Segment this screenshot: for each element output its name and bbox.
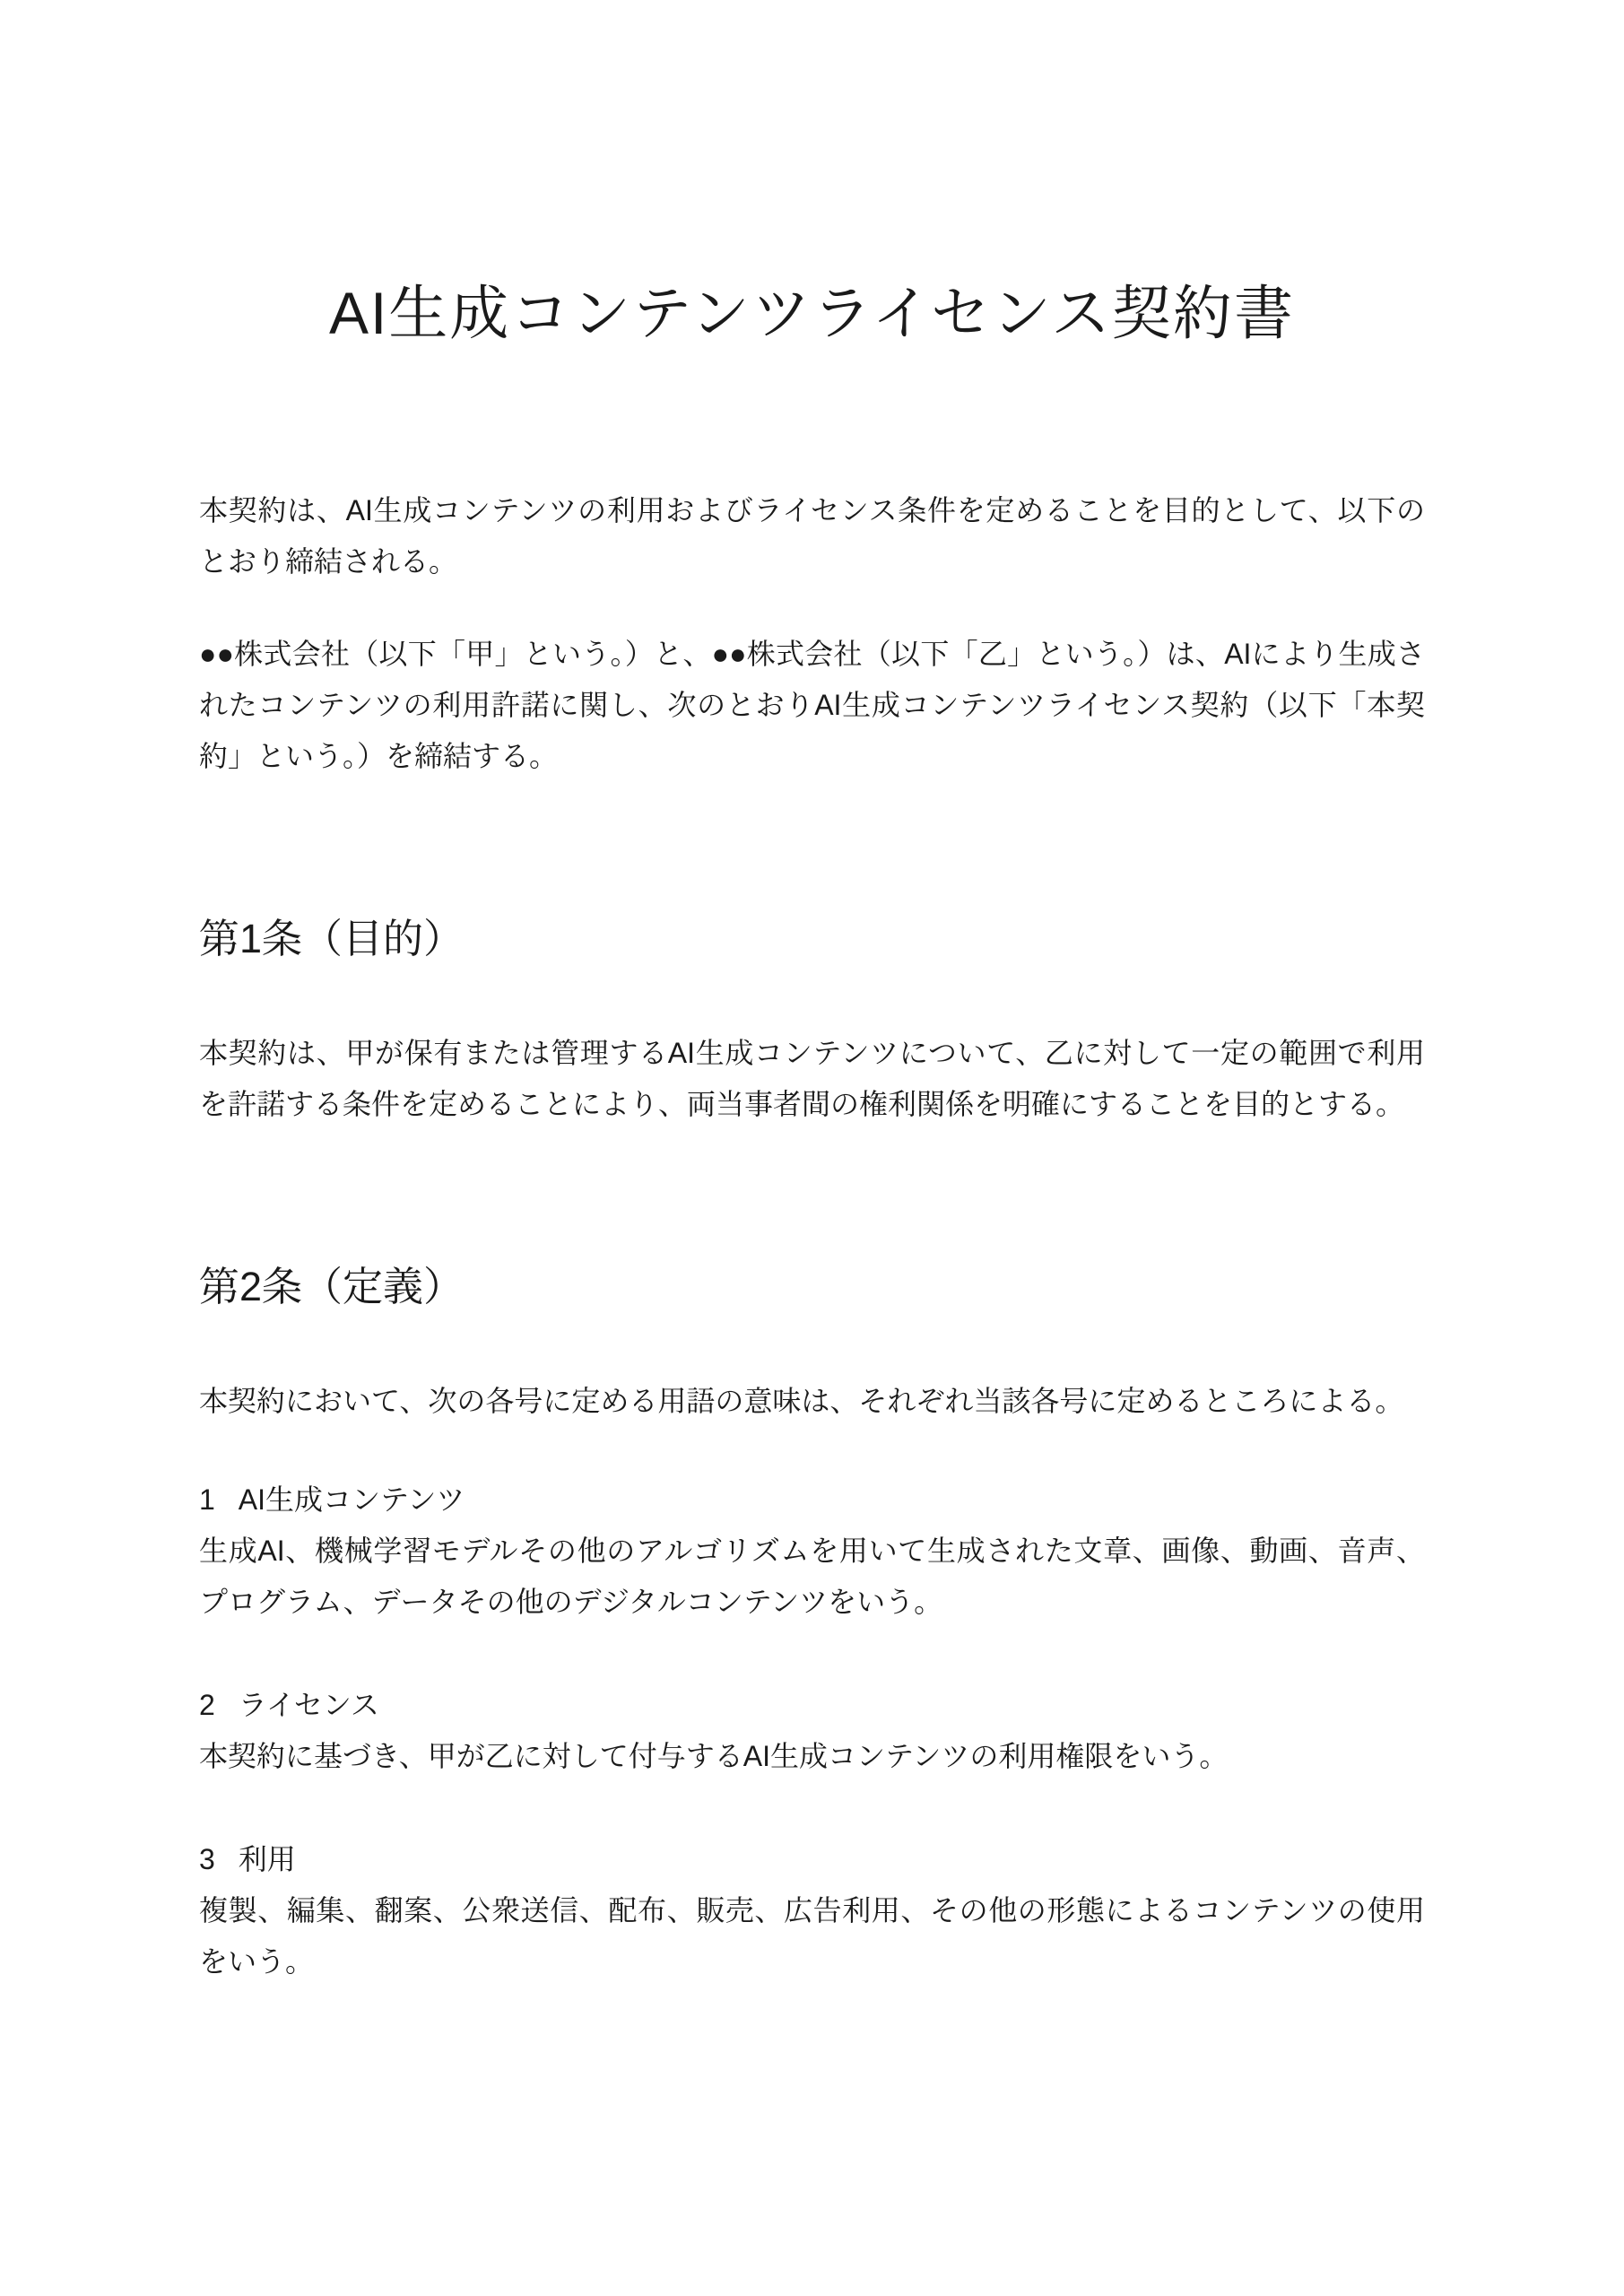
definition-3-label xyxy=(199,1834,1425,1885)
article-2 xyxy=(199,1263,1425,1987)
article-1-heading: 第1条（目的） xyxy=(199,915,465,961)
definition-item-1 xyxy=(199,1474,1425,1628)
definition-1-number: 1 xyxy=(199,1483,215,1516)
definition-1-label xyxy=(199,1474,1425,1526)
article-1-body: 本契約は、甲が保有または管理するAI生成コンテンツについて、乙に対して一定の範囲で利用を許諾する条件を定めることにより、両当事者間の権利関係を明確にすることを目的とする。 xyxy=(199,1036,1425,1120)
intro-paragraph-2: ●●株式会社（以下「甲」という。）と、●●株式会社（以下「乙」という。）は、AIにより生成されたコンテンツの利用許諾に関し、次のとおりAI生成コンテンツライセンス契約（以下「本契約」という。）を締結する。 xyxy=(199,637,1425,772)
document-title: AI生成コンテンツライセンス契約書 xyxy=(328,280,1296,346)
definition-item-2 xyxy=(199,1680,1425,1782)
definition-1-text: 生成AI、機械学習モデルその他のアルゴリズムを用いて生成された文章、画像、動画、音声、プログラム、データその他のデジタルコンテンツをいう。 xyxy=(199,1534,1425,1618)
article-2-body: 本契約において、次の各号に定める用語の意味は、それぞれ当該各号に定めるところによる。 xyxy=(199,1384,1404,1417)
article-2-heading: 第2条（定義） xyxy=(199,1263,465,1309)
definition-2-term: ライセンス xyxy=(238,1688,379,1721)
definition-2-text: 本契約に基づき、甲が乙に対して付与するAI生成コンテンツの利用権限をいう。 xyxy=(199,1739,1229,1772)
definition-3-number: 3 xyxy=(199,1842,215,1875)
definition-item-3 xyxy=(199,1834,1425,1987)
definition-2-number: 2 xyxy=(199,1688,215,1721)
article-1 xyxy=(199,915,1425,1130)
definition-3-term: 利用 xyxy=(238,1842,296,1875)
definition-3-text: 複製、編集、翻案、公衆送信、配布、販売、広告利用、その他の形態によるコンテンツの使用をいう。 xyxy=(199,1893,1425,1978)
intro-paragraph-1: 本契約は、AI生成コンテンツの利用およびライセンス条件を定めることを目的として、以下のとおり締結される。 xyxy=(199,493,1425,578)
definition-2-label xyxy=(199,1680,1425,1731)
definition-1-term: AI生成コンテンツ xyxy=(238,1483,465,1516)
